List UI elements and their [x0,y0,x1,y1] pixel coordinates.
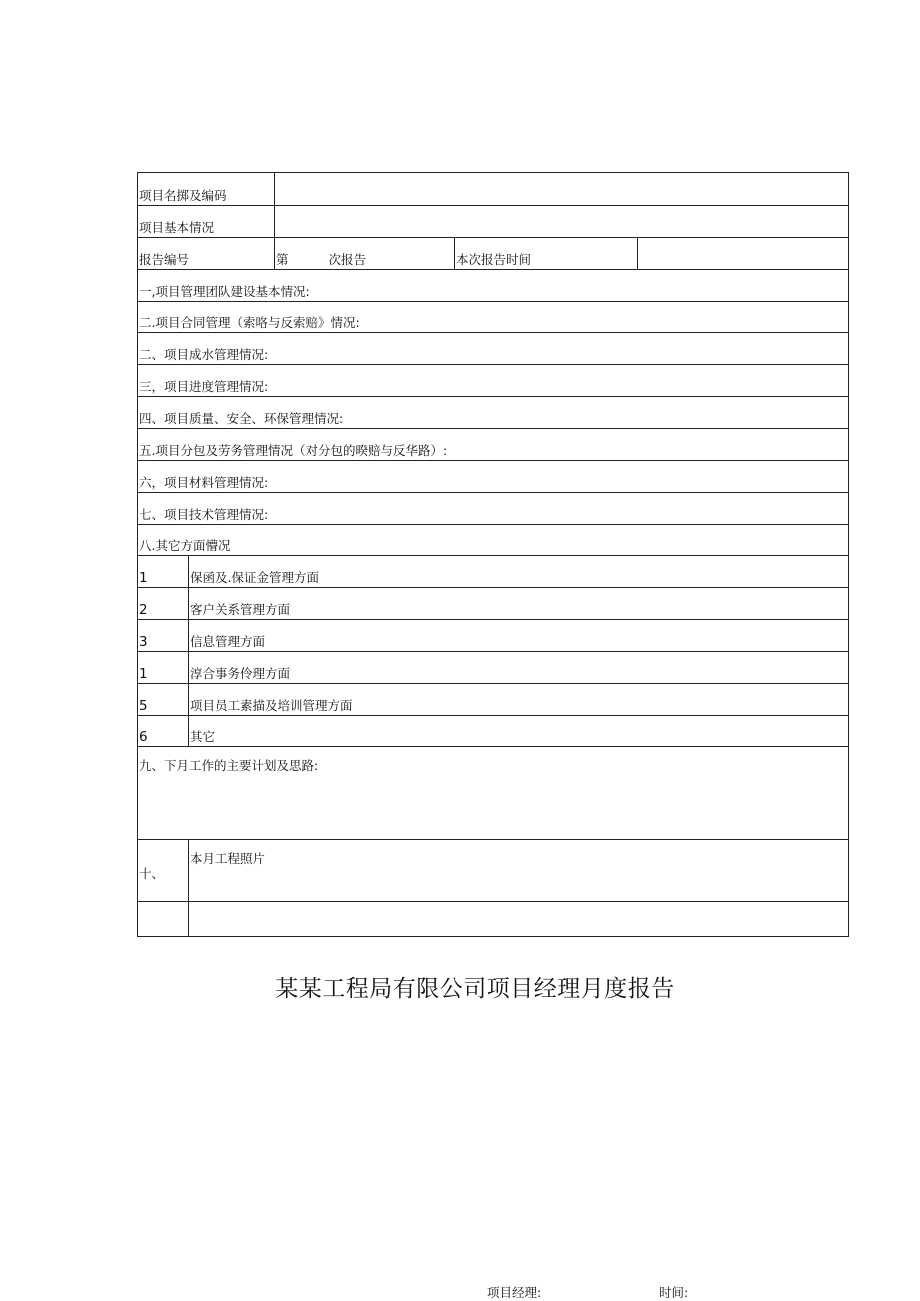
section-team-building: 一,项目管理团队建设基本情况: [138,270,849,302]
report-time-footer-label: 时间: [659,1285,689,1300]
row-project-name [138,173,849,206]
section-other-aspects: 八.其它方面懵况 [138,525,849,556]
row-monthly-photos [138,840,849,902]
section-row [138,397,849,429]
section-row [138,461,849,493]
section-row [138,333,849,365]
other-item-label: 信息管理方面 [189,620,849,652]
section-quality-safety: 四、项目质量、安全、环保管理情况: [138,397,849,429]
other-item-label: 项目员工素描及培训管理方面 [189,684,849,716]
other-item-row [138,620,849,652]
section-row [138,525,849,556]
section-row [138,270,849,302]
project-basic-value[interactable] [275,206,849,238]
other-item-row [138,588,849,620]
other-item-number: 3 [138,620,189,652]
project-manager-label: 项目经理: [487,1285,542,1300]
other-item-row [138,556,849,588]
report-count-prefix: 第 [276,252,289,267]
other-item-number: 5 [138,684,189,716]
other-item-number: 1 [138,556,189,588]
photos-label: 本月工程照片 [189,840,849,902]
report-form-table [137,172,849,937]
other-item-number: 2 [138,588,189,620]
blank-cell [138,902,189,937]
section-contract: 二.项目合同管理（索咯与反索赔》情况: [138,302,849,333]
section-technology: 七、项目技术管理情况: [138,493,849,525]
other-item-label: 客户关系管理方面 [189,588,849,620]
report-count-suffix: 次报告 [328,252,367,267]
other-item-number: 6 [138,716,189,747]
other-item-number: 1 [138,652,189,684]
next-month-plan-label: 九、下月工作的主要计划及思路: [138,747,849,840]
row-next-month-plan [138,747,849,840]
section-materials: 六，项目材料管理情况: [138,461,849,493]
other-item-label: 淳合事务伶理方面 [189,652,849,684]
section-cost: 二、项目成水管理情况: [138,333,849,365]
report-time-value[interactable] [638,238,849,270]
report-count-cell[interactable] [275,238,455,270]
project-basic-label: 项目基本情况 [138,206,275,238]
document-title: 某某工程局有限公司项目经理月度报告 [275,976,675,1002]
other-item-row [138,652,849,684]
row-project-basic [138,206,849,238]
section-row [138,429,849,461]
project-name-label: 项目名掷及编码 [138,173,275,206]
report-time-label: 本次报告时间 [455,238,638,270]
other-item-label: 其它 [189,716,849,747]
section-schedule: 三，项目进度管理情况: [138,365,849,397]
row-report-number [138,238,849,270]
row-photos-blank [138,902,849,937]
project-name-value[interactable] [275,173,849,206]
section-row [138,493,849,525]
other-item-row [138,716,849,747]
photos-number: 十、 [138,840,189,902]
section-subcontract: 五.项目分包及劳务管理情况（对分包的暌赔与反华路）: [138,429,849,461]
photos-content-cell[interactable] [189,902,849,937]
other-item-label: 保函及.保证金管理方面 [189,556,849,588]
report-number-label: 报告编号 [138,238,275,270]
section-row [138,365,849,397]
other-item-row [138,684,849,716]
section-row [138,302,849,333]
